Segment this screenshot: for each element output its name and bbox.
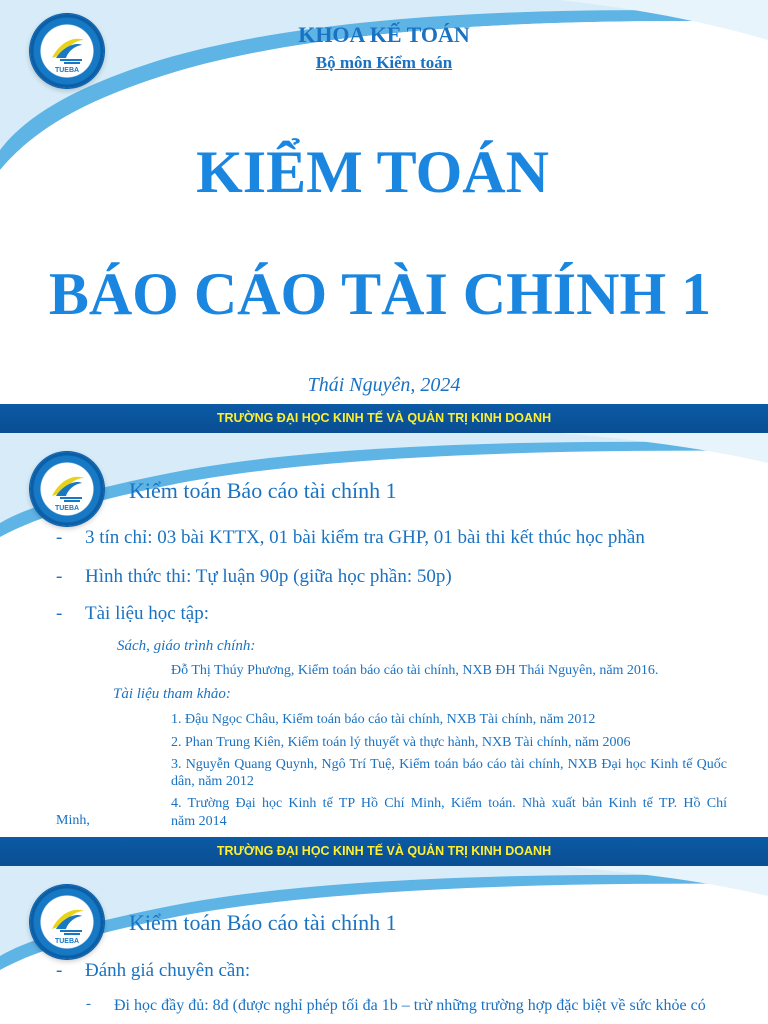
logo-text: TUEBA — [54, 505, 80, 512]
main-books-label: Sách, giáo trình chính: — [117, 638, 256, 654]
bullet-item: - Tài liệu học tập: — [56, 603, 209, 624]
course-info-slide — [0, 433, 768, 837]
bullet-dash-icon: - — [56, 960, 63, 981]
reference-item: 2. Phan Trung Kiên, Kiểm toán lý thuyết và thực hành, NXB Tài chính, năm 2006 — [171, 735, 631, 750]
footer-band: TRƯỜNG ĐẠI HỌC KINH TẾ VÀ QUẢN TRỊ KINH DOANH — [0, 404, 768, 433]
references-label: Tài liệu tham khảo: — [113, 686, 231, 702]
reference-item-year: năm 2014 — [171, 814, 227, 829]
sub-bullet-item: Đi học đầy đủ: 8đ (được nghỉ phép tối đa 1b – trừ những trường hợp đặc biệt về sức khỏe có — [114, 997, 706, 1014]
bullet-dash-icon: - — [56, 603, 63, 624]
assessment-slide — [0, 866, 768, 1024]
logo-text: TUEBA — [54, 938, 80, 945]
bullet-item: - Hình thức thi: Tự luận 90p (giữa học phần: 50p) — [56, 566, 452, 587]
bullet-dash-icon: - — [56, 527, 63, 548]
footer-band: TRƯỜNG ĐẠI HỌC KINH TẾ VÀ QUẢN TRỊ KINH DOANH — [0, 837, 768, 866]
bullet-item: - Đánh giá chuyên cần: — [56, 960, 251, 981]
main-book-entry: Đỗ Thị Thúy Phương, Kiểm toán báo cáo tài chính, NXB ĐH Thái Nguyên, năm 2016. — [171, 663, 659, 678]
title-slide — [0, 0, 768, 404]
slide-title: Kiểm toán Báo cáo tài chính 1 — [129, 910, 397, 935]
bullet-item: - 3 tín chỉ: 03 bài KTTX, 01 bài kiểm tra GHP, 01 bài thi kết thúc học phần — [56, 527, 645, 548]
reference-item: 3. Nguyễn Quang Quynh, Ngô Trí Tuệ, Kiểm toán báo cáo tài chính, NXB Đại học Kinh tế Quốc dân, năm 2012 — [171, 757, 727, 789]
bullet-dash-icon: - — [56, 566, 63, 587]
department-name: KHOA KẾ TOÁN — [298, 22, 470, 47]
slide-title: Kiểm toán Báo cáo tài chính 1 — [129, 478, 397, 503]
reference-item: 1. Đậu Ngọc Châu, Kiểm toán báo cáo tài chính, NXB Tài chính, năm 2012 — [171, 712, 596, 727]
title-line-2: BÁO CÁO TÀI CHÍNH 1 — [48, 261, 712, 327]
sub-bullet-dash-icon: - — [86, 996, 91, 1012]
reference-item-wrap: Minh, — [56, 813, 90, 828]
logo-text: TUEBA — [54, 67, 80, 74]
logo-emblem-icon — [30, 885, 104, 959]
university-logo — [30, 885, 104, 959]
place-year: Thái Nguyên, 2024 — [307, 374, 461, 396]
reference-item: 4. Trường Đại học Kinh tế TP Hồ Chí Minh, Kiểm toán. Nhà xuất bản Kinh tế TP. Hồ Chí — [171, 796, 727, 811]
division-name: Bộ môn Kiểm toán — [315, 53, 453, 72]
university-logo — [30, 452, 104, 526]
title-line-1: KIỂM TOÁN — [196, 139, 549, 205]
logo-emblem-icon — [30, 452, 104, 526]
